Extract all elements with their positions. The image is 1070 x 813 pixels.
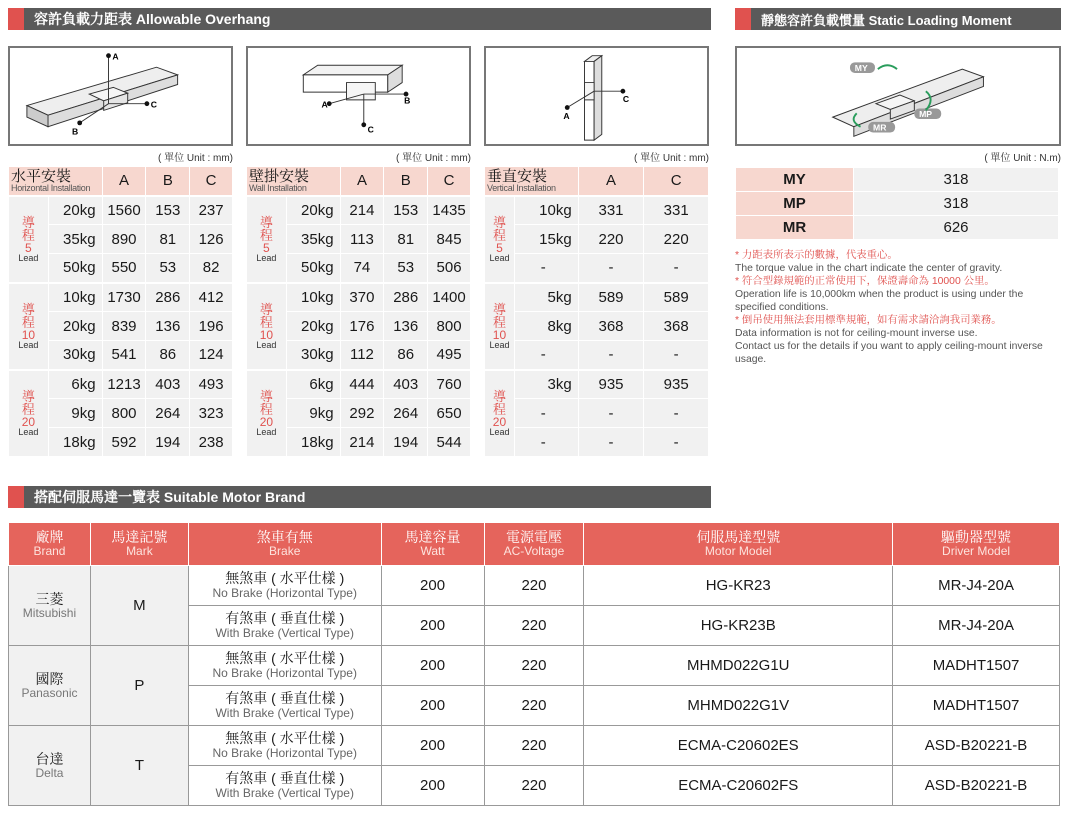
col-header-c: C <box>190 167 233 196</box>
load-value: 845 <box>428 225 471 254</box>
moment-row <box>736 168 1059 192</box>
load-weight: 30kg <box>286 341 340 370</box>
load-row <box>485 254 709 283</box>
load-value: 550 <box>102 254 146 283</box>
load-weight: 10kg <box>48 283 102 312</box>
load-value: 370 <box>340 283 384 312</box>
voltage-cell: 220 <box>484 766 584 806</box>
install-title-zh: 壁掛安裝 <box>249 167 310 185</box>
load-weight: 20kg <box>48 196 102 225</box>
brake-zh: 有煞車 ( 垂直仕樣 ) <box>225 770 345 787</box>
moment-value: 626 <box>854 216 1059 240</box>
load-weight: 6kg <box>48 370 102 399</box>
watt-cell: 200 <box>381 646 484 686</box>
load-value: - <box>578 399 644 428</box>
brake-en: No Brake (Horizontal Type) <box>212 665 357 680</box>
brake-zh: 無煞車 ( 水平仕樣 ) <box>225 570 345 587</box>
wall-diagram <box>246 46 471 146</box>
brand-zh: 台達 <box>35 750 64 767</box>
load-value: 589 <box>578 283 644 312</box>
moment-row <box>736 216 1059 240</box>
brand-cell <box>9 726 91 806</box>
load-row <box>485 370 709 399</box>
brake-cell <box>188 726 381 766</box>
load-value: 506 <box>428 254 471 283</box>
lead-label <box>9 283 49 370</box>
mark-cell: M <box>90 566 188 646</box>
lead-number: 20 <box>259 414 274 429</box>
col-header-b: B <box>384 167 428 196</box>
load-value: 493 <box>190 370 233 399</box>
load-value: 194 <box>384 428 428 457</box>
load-value: 323 <box>190 399 233 428</box>
load-value: - <box>578 254 644 283</box>
lead-en: Lead <box>256 339 277 350</box>
moment-rail-illustration <box>737 48 1059 144</box>
label-b: B <box>404 95 411 106</box>
load-value: 839 <box>102 312 146 341</box>
load-value: 368 <box>644 312 709 341</box>
load-weight: 15kg <box>514 225 578 254</box>
brake-en: No Brake (Horizontal Type) <box>212 585 357 600</box>
load-row <box>247 370 471 399</box>
col-header-c: C <box>644 167 709 196</box>
load-value: 1560 <box>102 196 146 225</box>
lead-en: Lead <box>18 252 39 263</box>
horizontal-rail-illustration <box>10 48 231 144</box>
label-a: A <box>321 99 328 110</box>
load-value: 286 <box>146 283 190 312</box>
load-row <box>9 196 233 225</box>
driver-model-cell: MR-J4-20A <box>893 566 1060 606</box>
lead-number: 10 <box>21 327 36 342</box>
load-weight: 6kg <box>286 370 340 399</box>
load-weight: 5kg <box>514 283 578 312</box>
col-header-c: C <box>428 167 471 196</box>
horizontal-diagram <box>8 46 233 146</box>
load-header-row <box>247 167 471 196</box>
lead-zh: 程 <box>21 401 35 417</box>
load-value: 238 <box>190 428 233 457</box>
load-value: 368 <box>578 312 644 341</box>
brand-zh: 國際 <box>35 670 64 687</box>
lead-en: Lead <box>489 252 510 263</box>
load-value: 220 <box>644 225 709 254</box>
lead-zh: 程 <box>259 227 273 243</box>
col-brand: 廠牌 Brand <box>9 523 91 566</box>
horizontal-load-table <box>8 166 233 457</box>
brand-en: Panasonic <box>21 685 78 700</box>
moment-value: 318 <box>854 168 1059 192</box>
wall-unit: ( 單位 Unit : mm) <box>396 153 471 164</box>
load-row <box>485 196 709 225</box>
install-title-en: Vertical Installation <box>487 182 556 193</box>
my-rotation-arrow <box>878 65 897 69</box>
brake-cell <box>188 646 381 686</box>
load-weight: 35kg <box>286 225 340 254</box>
load-value: 331 <box>578 196 644 225</box>
load-value: 1435 <box>428 196 471 225</box>
load-weight: 18kg <box>48 428 102 457</box>
header-accent <box>8 8 24 30</box>
motor-model-cell: MHMD022G1V <box>584 686 893 726</box>
vertical-rail-illustration <box>486 48 707 144</box>
load-value: 220 <box>578 225 644 254</box>
load-value: 176 <box>340 312 384 341</box>
voltage-cell: 220 <box>484 686 584 726</box>
static-moment-header <box>735 8 1061 30</box>
label-mr: MR <box>873 122 887 133</box>
moment-key: MP <box>736 192 854 216</box>
load-value: 214 <box>340 196 384 225</box>
lead-zh: 程 <box>259 401 273 417</box>
motor-brand-table <box>8 522 1060 806</box>
brand-cell <box>9 646 91 726</box>
load-value: 1730 <box>102 283 146 312</box>
moment-value: 318 <box>854 192 1059 216</box>
lead-zh: 導 <box>21 301 35 317</box>
brand-en: Mitsubishi <box>22 605 77 620</box>
load-value: 403 <box>384 370 428 399</box>
load-value: 331 <box>644 196 709 225</box>
install-title-zh: 垂直安裝 <box>487 167 548 185</box>
load-row <box>485 283 709 312</box>
notes-block <box>735 249 1061 366</box>
brake-cell <box>188 566 381 606</box>
load-weight: - <box>514 254 578 283</box>
load-weight: 10kg <box>514 196 578 225</box>
moment-row <box>736 192 1059 216</box>
lead-en: Lead <box>256 426 277 437</box>
load-value: - <box>644 254 709 283</box>
col-header-a: A <box>578 167 644 196</box>
load-row <box>485 312 709 341</box>
motor-header-title: 搭配伺服馬達一覽表 Suitable Motor Brand <box>34 489 306 505</box>
load-value: 136 <box>384 312 428 341</box>
load-value: 403 <box>146 370 190 399</box>
load-weight: 35kg <box>48 225 102 254</box>
load-weight: 9kg <box>286 399 340 428</box>
load-value: 935 <box>578 370 644 399</box>
brake-en: No Brake (Horizontal Type) <box>212 745 357 760</box>
lead-en: Lead <box>18 426 39 437</box>
brake-cell <box>188 606 381 646</box>
lead-zh: 導 <box>492 214 506 230</box>
load-row <box>485 428 709 457</box>
lead-zh: 導 <box>21 388 35 404</box>
note-3-zh: * 倒吊使用無法套用標準規範，如有需求請洽詢我司業務。 <box>735 315 1002 326</box>
load-value: 589 <box>644 283 709 312</box>
load-row <box>247 196 471 225</box>
load-weight: - <box>514 399 578 428</box>
load-weight: 50kg <box>48 254 102 283</box>
motor-header-row <box>9 523 1060 566</box>
watt-cell: 200 <box>381 566 484 606</box>
lead-zh: 程 <box>259 314 273 330</box>
load-weight: 18kg <box>286 428 340 457</box>
install-title <box>485 167 579 196</box>
col-driver-model: 驅動器型號 Driver Model <box>893 523 1060 566</box>
load-row <box>9 283 233 312</box>
load-value: 544 <box>428 428 471 457</box>
load-value: 1213 <box>102 370 146 399</box>
col-header-a: A <box>102 167 146 196</box>
install-title-en: Wall Installation <box>249 182 307 193</box>
col-mark: 馬達記號 Mark <box>90 523 188 566</box>
load-value: 74 <box>340 254 384 283</box>
lead-label <box>247 370 287 457</box>
load-value: - <box>644 341 709 370</box>
load-weight: - <box>514 428 578 457</box>
load-row <box>485 225 709 254</box>
load-weight: 20kg <box>48 312 102 341</box>
motor-model-cell: ECMA-C20602FS <box>584 766 893 806</box>
static-moment-header-title: 靜態容許負載慣量 Static Loading Moment <box>761 12 1012 28</box>
col-header-a: A <box>340 167 384 196</box>
vertical-load-table <box>484 166 709 457</box>
load-value: 237 <box>190 196 233 225</box>
lead-number: 20 <box>21 414 36 429</box>
load-value: 890 <box>102 225 146 254</box>
lead-zh: 程 <box>492 314 506 330</box>
lead-zh: 導 <box>492 388 506 404</box>
load-row <box>247 283 471 312</box>
load-weight: - <box>514 341 578 370</box>
driver-model-cell: ASD-B20221-B <box>893 766 1060 806</box>
motor-model-cell: HG-KR23 <box>584 566 893 606</box>
motor-header <box>8 486 711 508</box>
lead-label <box>485 196 515 283</box>
brake-en: With Brake (Vertical Type) <box>215 785 354 800</box>
install-title-zh: 水平安裝 <box>11 167 72 185</box>
load-weight: 9kg <box>48 399 102 428</box>
load-value: 82 <box>190 254 233 283</box>
mark-cell: P <box>90 646 188 726</box>
watt-cell: 200 <box>381 766 484 806</box>
moment-diagram <box>735 46 1061 146</box>
wall-load-table <box>246 166 471 457</box>
lead-zh: 導 <box>259 301 273 317</box>
load-value: 292 <box>340 399 384 428</box>
brake-zh: 有煞車 ( 垂直仕樣 ) <box>225 690 345 707</box>
load-value: 136 <box>146 312 190 341</box>
load-weight: 50kg <box>286 254 340 283</box>
load-header-row <box>485 167 709 196</box>
label-a: A <box>112 51 119 62</box>
load-value: 800 <box>428 312 471 341</box>
col-watt: 馬達容量 Watt <box>381 523 484 566</box>
voltage-cell: 220 <box>484 566 584 606</box>
col-motor-model: 伺服馬達型號 Motor Model <box>584 523 893 566</box>
load-weight: 8kg <box>514 312 578 341</box>
load-value: - <box>644 399 709 428</box>
load-value: 126 <box>190 225 233 254</box>
load-value: 541 <box>102 341 146 370</box>
lead-number: 5 <box>496 240 503 255</box>
wall-rail-illustration <box>248 48 469 144</box>
load-weight: 3kg <box>514 370 578 399</box>
load-value: 53 <box>384 254 428 283</box>
brake-en: With Brake (Vertical Type) <box>215 705 354 720</box>
lead-number: 5 <box>25 240 32 255</box>
lead-en: Lead <box>256 252 277 263</box>
brake-zh: 有煞車 ( 垂直仕樣 ) <box>225 610 345 627</box>
lead-label <box>247 283 287 370</box>
vertical-diagram <box>484 46 709 146</box>
load-weight: 10kg <box>286 283 340 312</box>
load-row <box>9 370 233 399</box>
static-moment-table <box>735 167 1059 240</box>
load-value: 444 <box>340 370 384 399</box>
note-3-en-1: Data information is not for ceiling-mount inverse use. <box>735 328 978 339</box>
install-title <box>9 167 103 196</box>
note-2-zh: * 符合型錄規範的正常使用下，保證壽命為 10000 公里。 <box>735 276 995 287</box>
label-a: A <box>563 111 570 122</box>
lead-label <box>9 196 49 283</box>
lead-number: 10 <box>492 327 507 342</box>
motor-row <box>9 566 1060 606</box>
motor-model-cell: MHMD022G1U <box>584 646 893 686</box>
lead-zh: 程 <box>21 227 35 243</box>
driver-model-cell: MADHT1507 <box>893 646 1060 686</box>
motor-row <box>9 726 1060 766</box>
load-value: 286 <box>384 283 428 312</box>
voltage-cell: 220 <box>484 606 584 646</box>
load-row <box>485 341 709 370</box>
lead-zh: 程 <box>492 227 506 243</box>
load-value: 112 <box>340 341 384 370</box>
brake-en: With Brake (Vertical Type) <box>215 625 354 640</box>
load-value: 124 <box>190 341 233 370</box>
lead-label <box>9 370 49 457</box>
col-brake: 煞車有無 Brake <box>188 523 381 566</box>
brand-zh: 三菱 <box>35 590 64 607</box>
label-c: C <box>622 93 630 104</box>
load-weight: 30kg <box>48 341 102 370</box>
moment-unit: ( 單位 Unit : N.m) <box>984 153 1061 164</box>
load-value: - <box>578 428 644 457</box>
load-value: - <box>578 341 644 370</box>
lead-label <box>485 283 515 370</box>
brand-cell <box>9 566 91 646</box>
brake-cell <box>188 686 381 726</box>
mark-cell: T <box>90 726 188 806</box>
lead-zh: 導 <box>259 214 273 230</box>
load-value: - <box>644 428 709 457</box>
load-value: 153 <box>146 196 190 225</box>
lead-en: Lead <box>489 426 510 437</box>
lead-zh: 導 <box>492 301 506 317</box>
load-value: 153 <box>384 196 428 225</box>
driver-model-cell: ASD-B20221-B <box>893 726 1060 766</box>
watt-cell: 200 <box>381 606 484 646</box>
note-1-zh: * 力距表所表示的數據，代表重心。 <box>735 250 898 261</box>
brake-zh: 無煞車 ( 水平仕樣 ) <box>225 730 345 747</box>
load-value: 86 <box>146 341 190 370</box>
label-my: MY <box>854 63 868 74</box>
load-value: 760 <box>428 370 471 399</box>
moment-key: MY <box>736 168 854 192</box>
watt-cell: 200 <box>381 726 484 766</box>
label-mp: MP <box>919 109 933 120</box>
horizontal-unit: ( 單位 Unit : mm) <box>158 153 233 164</box>
load-value: 53 <box>146 254 190 283</box>
load-value: 264 <box>384 399 428 428</box>
load-weight: 20kg <box>286 196 340 225</box>
driver-model-cell: MR-J4-20A <box>893 606 1060 646</box>
note-2-en: Operation life is 10,000km when the product is using under the specified conditions. <box>735 289 1024 313</box>
load-value: 800 <box>102 399 146 428</box>
lead-number: 20 <box>492 414 507 429</box>
lead-number: 5 <box>263 240 270 255</box>
brake-zh: 無煞車 ( 水平仕樣 ) <box>225 650 345 667</box>
lead-zh: 導 <box>21 214 35 230</box>
load-value: 1400 <box>428 283 471 312</box>
load-value: 592 <box>102 428 146 457</box>
label-c: C <box>150 99 157 110</box>
lead-zh: 導 <box>259 388 273 404</box>
load-value: 264 <box>146 399 190 428</box>
header-accent <box>8 486 24 508</box>
voltage-cell: 220 <box>484 726 584 766</box>
motor-row <box>9 646 1060 686</box>
col-header-b: B <box>146 167 190 196</box>
label-c: C <box>367 124 374 135</box>
load-value: 113 <box>340 225 384 254</box>
load-value: 495 <box>428 341 471 370</box>
load-value: 86 <box>384 341 428 370</box>
load-value: 194 <box>146 428 190 457</box>
load-header-row <box>9 167 233 196</box>
overhang-header <box>8 8 711 30</box>
load-weight: 20kg <box>286 312 340 341</box>
brake-cell <box>188 766 381 806</box>
load-value: 81 <box>146 225 190 254</box>
load-value: 412 <box>190 283 233 312</box>
lead-en: Lead <box>18 339 39 350</box>
driver-model-cell: MADHT1507 <box>893 686 1060 726</box>
load-value: 196 <box>190 312 233 341</box>
header-accent <box>735 8 751 30</box>
label-b: B <box>72 126 79 137</box>
install-title-en: Horizontal Installation <box>11 182 91 193</box>
install-title <box>247 167 341 196</box>
lead-label <box>485 370 515 457</box>
lead-number: 10 <box>259 327 274 342</box>
load-value: 214 <box>340 428 384 457</box>
lead-zh: 程 <box>21 314 35 330</box>
motor-model-cell: ECMA-C20602ES <box>584 726 893 766</box>
load-value: 650 <box>428 399 471 428</box>
lead-en: Lead <box>489 339 510 350</box>
voltage-cell: 220 <box>484 646 584 686</box>
note-1-en: The torque value in the chart indicate the center of gravity. <box>735 263 1003 274</box>
note-3-en-2: Contact us for the details if you want to apply ceiling-mount inverse usage. <box>735 341 1043 365</box>
lead-zh: 程 <box>492 401 506 417</box>
load-value: 81 <box>384 225 428 254</box>
motor-model-cell: HG-KR23B <box>584 606 893 646</box>
brand-en: Delta <box>35 765 64 780</box>
overhang-header-title: 容許負載力距表 Allowable Overhang <box>34 11 271 27</box>
load-row <box>485 399 709 428</box>
load-value: 935 <box>644 370 709 399</box>
col-voltage: 電源電壓 AC-Voltage <box>484 523 584 566</box>
moment-key: MR <box>736 216 854 240</box>
watt-cell: 200 <box>381 686 484 726</box>
vertical-unit: ( 單位 Unit : mm) <box>634 153 709 164</box>
lead-label <box>247 196 287 283</box>
